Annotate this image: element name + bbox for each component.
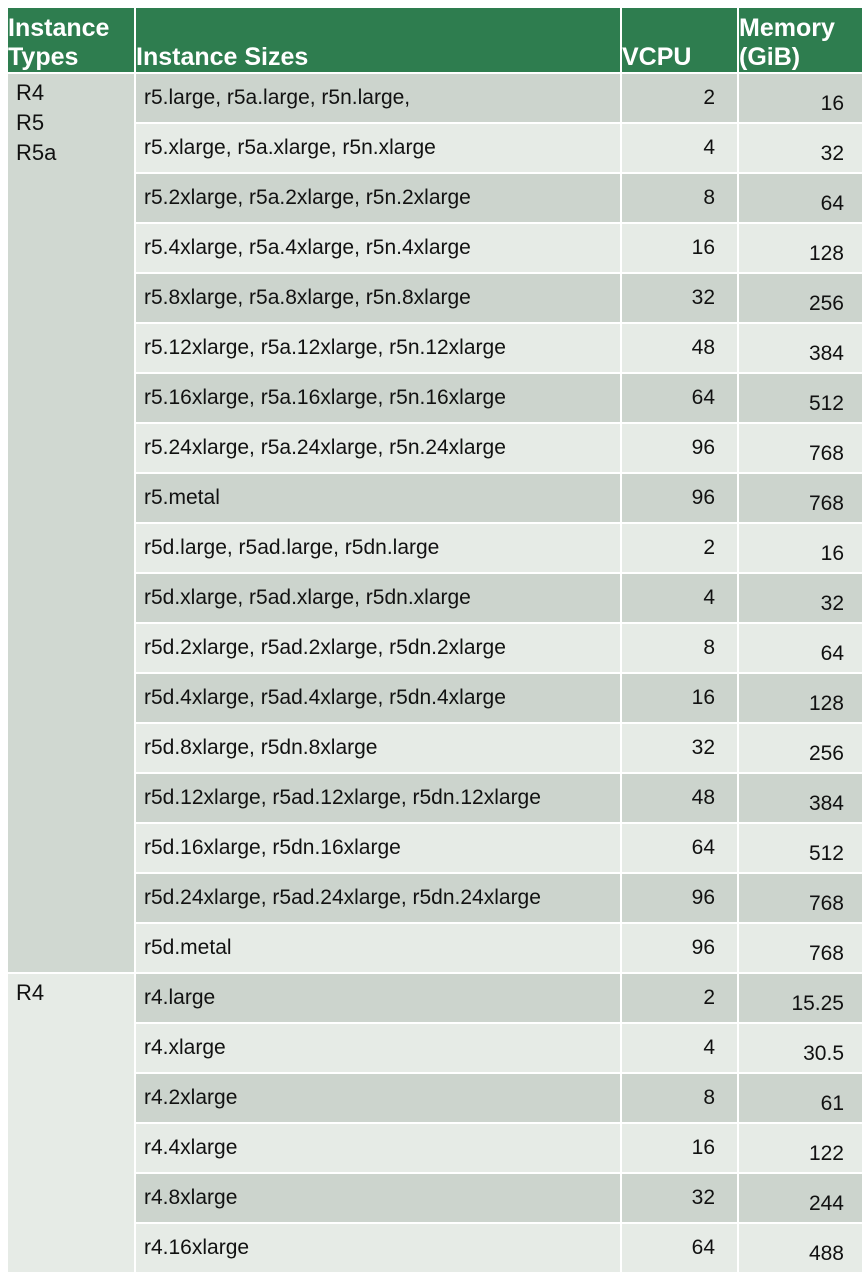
vcpu-cell: 4 [621,123,738,173]
memory-cell: 122 [738,1123,863,1173]
vcpu-cell: 32 [621,723,738,773]
table-row [7,473,863,523]
vcpu-cell: 8 [621,1073,738,1123]
table-row [7,1223,863,1273]
header-vcpu: VCPU [621,7,738,73]
instance-size-cell: r5d.4xlarge, r5ad.4xlarge, r5dn.4xlarge [135,673,621,723]
vcpu-cell: 8 [621,623,738,673]
vcpu-cell: 48 [621,323,738,373]
memory-cell: 768 [738,873,863,923]
instance-size-cell: r5d.12xlarge, r5ad.12xlarge, r5dn.12xlarge [135,773,621,823]
instance-size-cell: r5.4xlarge, r5a.4xlarge, r5n.4xlarge [135,223,621,273]
instance-size-cell: r5.large, r5a.large, r5n.large, [135,73,621,123]
table-row [7,523,863,573]
vcpu-cell: 16 [621,223,738,273]
instance-size-cell: r5.24xlarge, r5a.24xlarge, r5n.24xlarge [135,423,621,473]
table-row [7,723,863,773]
instance-size-cell: r5.8xlarge, r5a.8xlarge, r5n.8xlarge [135,273,621,323]
table-row [7,673,863,723]
memory-cell: 384 [738,323,863,373]
memory-cell: 512 [738,373,863,423]
table-row [7,573,863,623]
instance-size-cell: r4.xlarge [135,1023,621,1073]
header-row [7,7,863,73]
table-body [7,73,863,1273]
instance-type-cell: R4 [7,973,135,1273]
memory-cell: 30.5 [738,1023,863,1073]
table-row [7,323,863,373]
vcpu-cell: 2 [621,73,738,123]
instance-size-cell: r5.16xlarge, r5a.16xlarge, r5n.16xlarge [135,373,621,423]
table-row [7,873,863,923]
table-row [7,123,863,173]
vcpu-cell: 2 [621,973,738,1023]
instance-size-cell: r5.12xlarge, r5a.12xlarge, r5n.12xlarge [135,323,621,373]
memory-cell: 32 [738,573,863,623]
header-instance-sizes: Instance Sizes [135,7,621,73]
memory-cell: 64 [738,173,863,223]
instance-size-cell: r5d.xlarge, r5ad.xlarge, r5dn.xlarge [135,573,621,623]
vcpu-cell: 96 [621,873,738,923]
vcpu-cell: 64 [621,823,738,873]
memory-cell: 768 [738,473,863,523]
vcpu-cell: 96 [621,423,738,473]
instance-size-cell: r5d.16xlarge, r5dn.16xlarge [135,823,621,873]
instance-size-cell: r5.2xlarge, r5a.2xlarge, r5n.2xlarge [135,173,621,223]
instance-table [6,6,864,1274]
table-row [7,173,863,223]
instance-size-cell: r5.metal [135,473,621,523]
memory-cell: 32 [738,123,863,173]
instance-size-cell: r5.xlarge, r5a.xlarge, r5n.xlarge [135,123,621,173]
vcpu-cell: 96 [621,923,738,973]
instance-size-cell: r4.4xlarge [135,1123,621,1173]
vcpu-cell: 96 [621,473,738,523]
table-row [7,273,863,323]
memory-cell: 768 [738,923,863,973]
instance-size-cell: r5d.metal [135,923,621,973]
instance-size-cell: r5d.24xlarge, r5ad.24xlarge, r5dn.24xlarge [135,873,621,923]
vcpu-cell: 4 [621,573,738,623]
vcpu-cell: 4 [621,1023,738,1073]
instance-size-cell: r5d.2xlarge, r5ad.2xlarge, r5dn.2xlarge [135,623,621,673]
memory-cell: 384 [738,773,863,823]
memory-cell: 16 [738,73,863,123]
vcpu-cell: 2 [621,523,738,573]
memory-cell: 64 [738,623,863,673]
memory-cell: 244 [738,1173,863,1223]
memory-cell: 512 [738,823,863,873]
memory-cell: 16 [738,523,863,573]
vcpu-cell: 8 [621,173,738,223]
memory-cell: 256 [738,273,863,323]
table-row [7,1023,863,1073]
memory-cell: 128 [738,223,863,273]
vcpu-cell: 16 [621,673,738,723]
table-row [7,423,863,473]
table-row [7,1173,863,1223]
memory-cell: 15.25 [738,973,863,1023]
table-row [7,973,863,1023]
table-row [7,823,863,873]
vcpu-cell: 48 [621,773,738,823]
header-instance-types: Instance Types [7,7,135,73]
instance-size-cell: r4.8xlarge [135,1173,621,1223]
instance-size-cell: r5d.large, r5ad.large, r5dn.large [135,523,621,573]
memory-cell: 488 [738,1223,863,1273]
header-memory: Memory (GiB) [738,7,863,73]
vcpu-cell: 16 [621,1123,738,1173]
instance-size-cell: r4.large [135,973,621,1023]
vcpu-cell: 64 [621,373,738,423]
table-row [7,923,863,973]
vcpu-cell: 32 [621,1173,738,1223]
table-row [7,1123,863,1173]
table-row [7,73,863,123]
memory-cell: 61 [738,1073,863,1123]
instance-type-cell: R4 R5 R5a [7,73,135,973]
instance-size-cell: r4.16xlarge [135,1223,621,1273]
table-row [7,623,863,673]
table-row [7,223,863,273]
instance-size-cell: r5d.8xlarge, r5dn.8xlarge [135,723,621,773]
vcpu-cell: 64 [621,1223,738,1273]
table-row [7,773,863,823]
table-row [7,373,863,423]
memory-cell: 128 [738,673,863,723]
table-row [7,1073,863,1123]
memory-cell: 256 [738,723,863,773]
vcpu-cell: 32 [621,273,738,323]
memory-cell: 768 [738,423,863,473]
instance-size-cell: r4.2xlarge [135,1073,621,1123]
